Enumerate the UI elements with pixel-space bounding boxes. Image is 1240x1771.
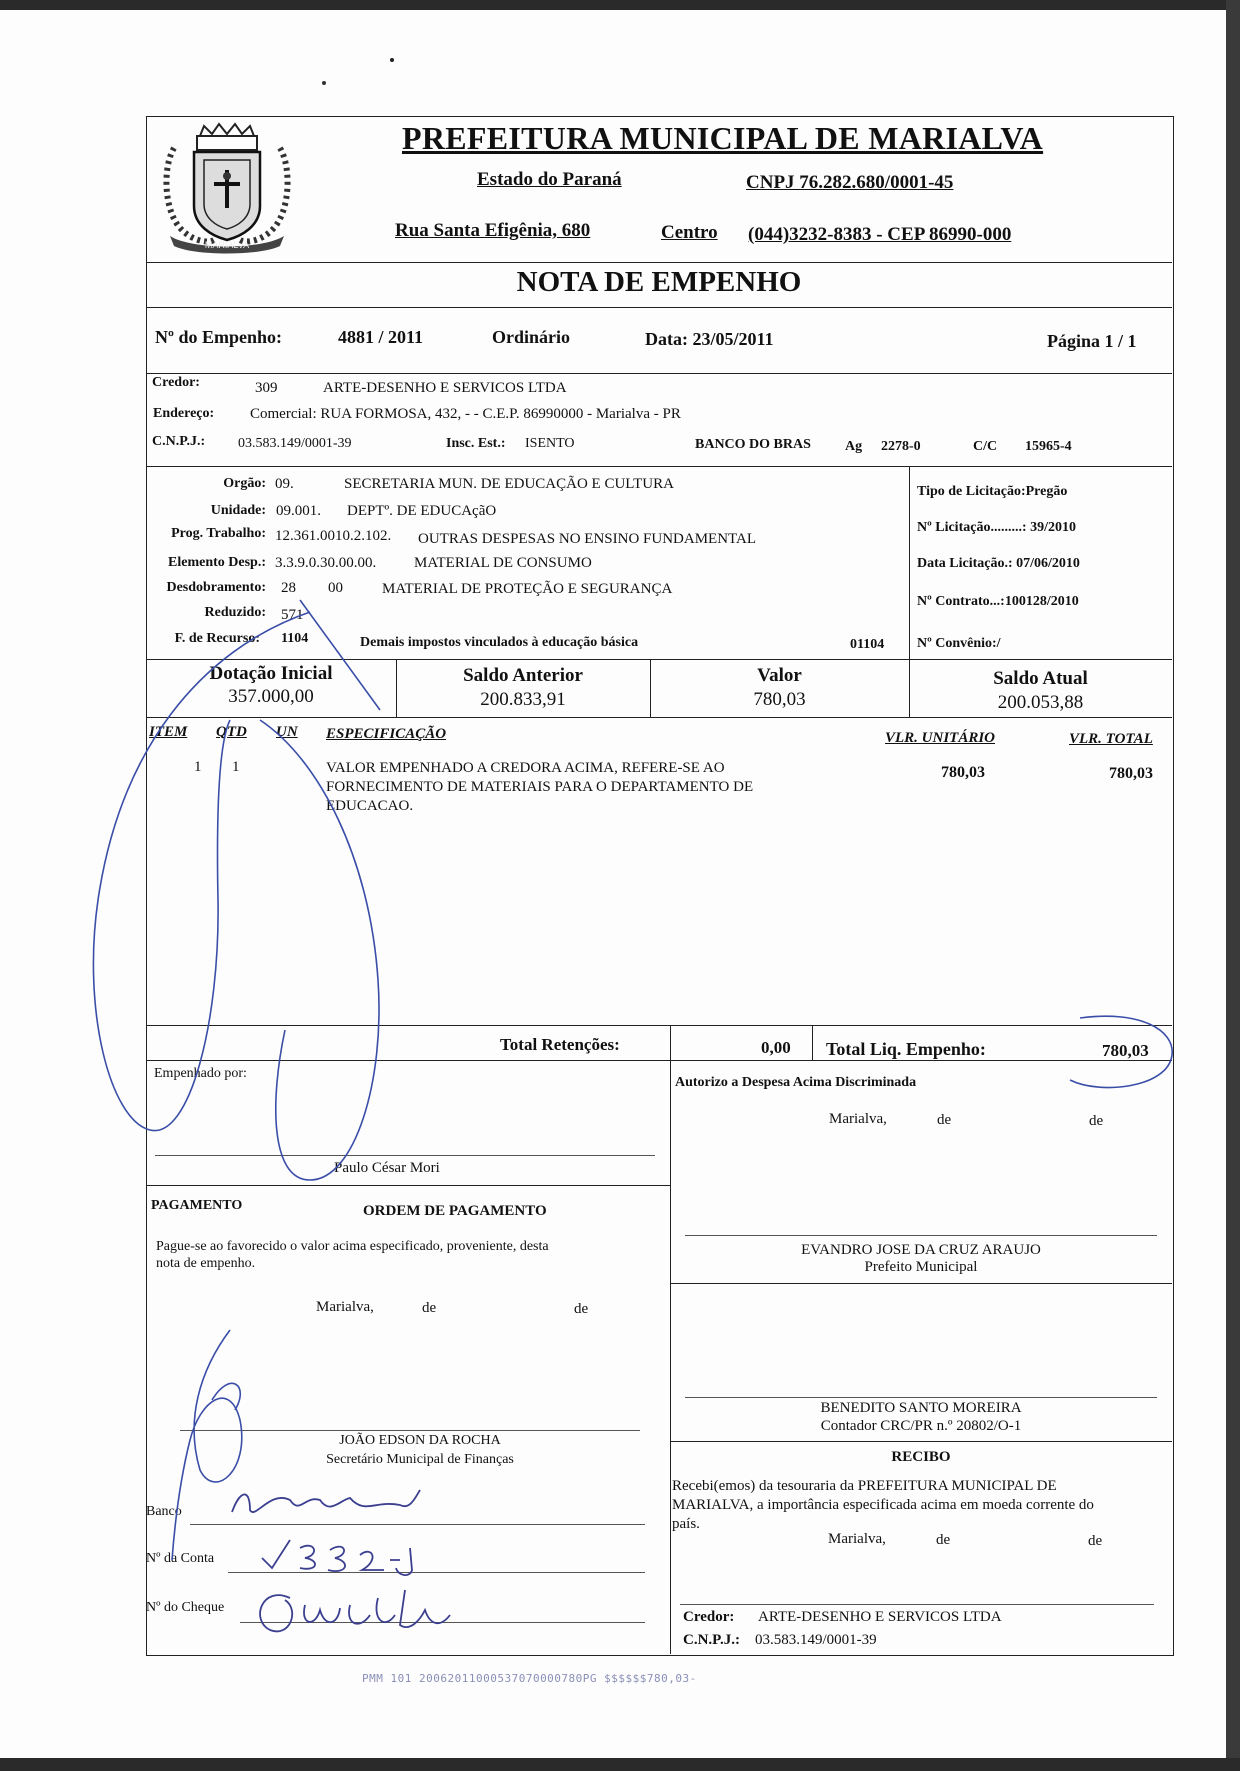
pagamento-signer: JOÃO EDSON DA ROCHA <box>339 1433 501 1448</box>
valor-label: Valor <box>757 665 802 686</box>
contador-role: Contador CRC/PR n.º 20802/O-1 <box>820 1418 1022 1434</box>
hw-conta <box>262 1540 412 1575</box>
orgao-code: 09. <box>275 476 294 492</box>
credor-ag: 2278-0 <box>881 439 921 454</box>
prog: OUTRAS DESPESAS NO ENSINO FUNDAMENTAL <box>418 531 756 547</box>
reduzido: 571 <box>281 607 304 623</box>
credor-code: 309 <box>255 380 278 396</box>
header-phone-cep: (044)3232-8383 - CEP 86990-000 <box>748 224 1012 245</box>
empenho-page: Página 1 / 1 <box>1047 331 1137 351</box>
prefeito-role: Prefeito Municipal <box>864 1259 978 1275</box>
recibo-label: RECIBO <box>891 1449 951 1465</box>
retencoes-value: 0,00 <box>761 1038 791 1057</box>
reduzido-label: Reduzido: <box>204 605 266 620</box>
recibo-text-1: Recebi(emos) da tesouraria da PREFEITURA MUNICIPAL DE <box>672 1478 1057 1494</box>
prog-label: Prog. Trabalho: <box>171 526 266 541</box>
pen-circle-total <box>1070 1016 1172 1087</box>
saldo-anterior-value: 200.833,91 <box>480 689 566 710</box>
empenho-number: 4881 / 2011 <box>338 327 424 347</box>
recurso-code: 1104 <box>281 631 309 646</box>
pen-slash-reduzido <box>300 600 380 710</box>
page-title: PREFEITURA MUNICIPAL DE MARIALVA <box>402 120 1044 156</box>
autorizo-label: Autorizo a Despesa Acima Discriminada <box>675 1075 917 1090</box>
hw-banco <box>232 1490 420 1512</box>
doc-title: NOTA DE EMPENHO <box>516 266 802 298</box>
elemento: MATERIAL DE CONSUMO <box>414 555 592 571</box>
autorizo-de2: de <box>1089 1113 1104 1129</box>
row-spec-line-1: VALOR EMPENHADO A CREDORA ACIMA, REFERE-SE AO <box>326 760 725 776</box>
insc-label: Insc. Est.: <box>446 436 506 451</box>
recibo-de2: de <box>1088 1533 1103 1549</box>
elemento-label: Elemento Desp.: <box>168 555 266 570</box>
recibo-text-2: MARIALVA, a importância especificada acima em moeda corrente do <box>672 1497 1094 1513</box>
recurso-num: 01104 <box>850 637 885 652</box>
orgao-label: Orgão: <box>223 476 266 491</box>
valor-value: 780,03 <box>753 689 806 710</box>
prefeito-name: EVANDRO JOSE DA CRUZ ARAUJO <box>801 1242 1041 1258</box>
desdob-b: 00 <box>328 580 343 596</box>
credor-cc: 15965-4 <box>1025 439 1072 454</box>
recibo-credor: ARTE-DESENHO E SERVICOS LTDA <box>758 1609 1002 1625</box>
licitacao-num: Nº Licitação.........: 39/2010 <box>917 520 1076 535</box>
header-district: Centro <box>661 222 718 243</box>
dotacao-value: 357.000,00 <box>228 686 314 707</box>
autorizo-city: Marialva, <box>829 1111 887 1127</box>
recurso-label: F. de Recurso: <box>174 631 260 646</box>
pagamento-label: PAGAMENTO <box>151 1198 243 1213</box>
retencoes-label: Total Retenções: <box>500 1035 620 1054</box>
credor-address: Comercial: RUA FORMOSA, 432, - - C.E.P. 86990000 - Marialva - PR <box>250 406 681 422</box>
pagamento-city: Marialva, <box>316 1299 374 1315</box>
conta-label: Nº da Conta <box>146 1551 215 1566</box>
recibo-cnpj: 03.583.149/0001-39 <box>755 1632 877 1648</box>
credor-label: Credor: <box>152 375 200 390</box>
credor-insc: ISENTO <box>525 436 575 451</box>
row-unit: 780,03 <box>941 764 985 781</box>
cnpj-label: C.N.P.J.: <box>152 434 206 449</box>
saldo-anterior-label: Saldo Anterior <box>463 665 583 686</box>
unidade-code: 09.001. <box>276 503 321 519</box>
licitacao-tipo: Tipo de Licitação:Pregão <box>917 484 1068 499</box>
svg-text:MARIALVA: MARIALVA <box>204 240 250 250</box>
orgao: SECRETARIA MUN. DE EDUCAÇÃO E CULTURA <box>344 476 674 492</box>
elemento-code: 3.3.9.0.30.00.00. <box>275 555 377 571</box>
liquido-value: 780,03 <box>1102 1041 1149 1060</box>
credor-name: ARTE-DESENHO E SERVICOS LTDA <box>323 380 567 396</box>
desdob-label: Desdobramento: <box>166 580 266 595</box>
cc-label: C/C <box>973 439 998 454</box>
col-qtd-header: QTD <box>216 724 247 740</box>
contador-name: BENEDITO SANTO MOREIRA <box>820 1400 1022 1416</box>
cheque-label: Nº do Cheque <box>146 1600 225 1615</box>
contrato: Nº Contrato...:100128/2010 <box>917 594 1079 609</box>
row-spec-line-3: EDUCACAO. <box>326 798 414 814</box>
col-spec-header: ESPECIFICAÇÃO <box>326 726 447 742</box>
header-cnpj: CNPJ 76.282.680/0001-45 <box>746 172 954 193</box>
recurso: Demais impostos vinculados à educação básica <box>360 635 639 650</box>
recibo-text-3: país. <box>672 1516 700 1532</box>
address-label: Endereço: <box>153 406 215 421</box>
ordem-label: ORDEM DE PAGAMENTO <box>363 1203 547 1219</box>
credor-cnpj: 03.583.149/0001-39 <box>238 436 352 451</box>
recibo-cnpj-label: C.N.P.J.: <box>683 1632 740 1648</box>
desdob-a: 28 <box>281 580 296 596</box>
pen-loop-center <box>260 720 379 1180</box>
empenho-date: Data: 23/05/2011 <box>645 329 774 349</box>
pagamento-text-2: nota de empenho. <box>156 1256 256 1271</box>
pagamento-text-1: Pague-se ao favorecido o valor acima especificado, proveniente, desta <box>156 1239 549 1254</box>
empenho-type: Ordinário <box>492 327 571 347</box>
header-street: Rua Santa Efigênia, 680 <box>395 220 591 241</box>
empenho-number-label: Nº do Empenho: <box>155 327 282 347</box>
ag-label: Ag <box>845 439 863 454</box>
row-item: 1 <box>194 759 202 775</box>
liquido-label: Total Liq. Empenho: <box>826 1039 986 1059</box>
hw-cheque <box>260 1590 450 1631</box>
dotacao-label: Dotação Inicial <box>209 663 333 684</box>
saldo-atual-label: Saldo Atual <box>993 668 1088 689</box>
header-state: Estado do Paraná <box>477 169 622 190</box>
saldo-atual-value: 200.053,88 <box>997 692 1084 713</box>
unidade: DEPTº. DE EDUCAçãO <box>347 503 497 519</box>
pagamento-de2: de <box>574 1301 589 1317</box>
pagamento-role: Secretário Municipal de Finanças <box>326 1452 514 1467</box>
desdob: MATERIAL DE PROTEÇÃO E SEGURANÇA <box>382 581 673 597</box>
credor-bank: BANCO DO BRAS <box>695 437 811 452</box>
pen-signature-e <box>212 1383 240 1410</box>
prog-code: 12.361.0010.2.102. <box>275 528 392 544</box>
pen-signature-f <box>172 1330 242 1560</box>
convenio: Nº Convênio:/ <box>917 636 1001 651</box>
banco-label: Banco <box>146 1504 182 1519</box>
footer-code: PMM 101 20062011000537070000780PG $$$$$$780,03- <box>362 1672 697 1685</box>
col-item-header: ITEM <box>149 724 188 740</box>
col-un-header: UN <box>276 724 298 740</box>
autorizo-de1: de <box>937 1112 952 1128</box>
col-unit-header: VLR. UNITÁRIO <box>885 730 996 746</box>
empenhado-signer: Paulo César Mori <box>334 1160 440 1176</box>
empenhado-label: Empenhado por: <box>154 1066 247 1081</box>
row-qtd: 1 <box>232 759 240 775</box>
row-total: 780,03 <box>1109 765 1153 782</box>
pagamento-de1: de <box>422 1300 437 1316</box>
unidade-label: Unidade: <box>210 503 266 518</box>
col-total-header: VLR. TOTAL <box>1069 731 1153 747</box>
licitacao-data: Data Licitação.: 07/06/2010 <box>917 556 1080 571</box>
row-spec-line-2: FORNECIMENTO DE MATERIAIS PARA O DEPARTAMENTO DE <box>326 779 754 795</box>
recibo-de1: de <box>936 1532 951 1548</box>
recibo-city: Marialva, <box>828 1531 886 1547</box>
recibo-credor-label: Credor: <box>683 1609 735 1625</box>
pen-loop-left <box>93 612 310 1131</box>
